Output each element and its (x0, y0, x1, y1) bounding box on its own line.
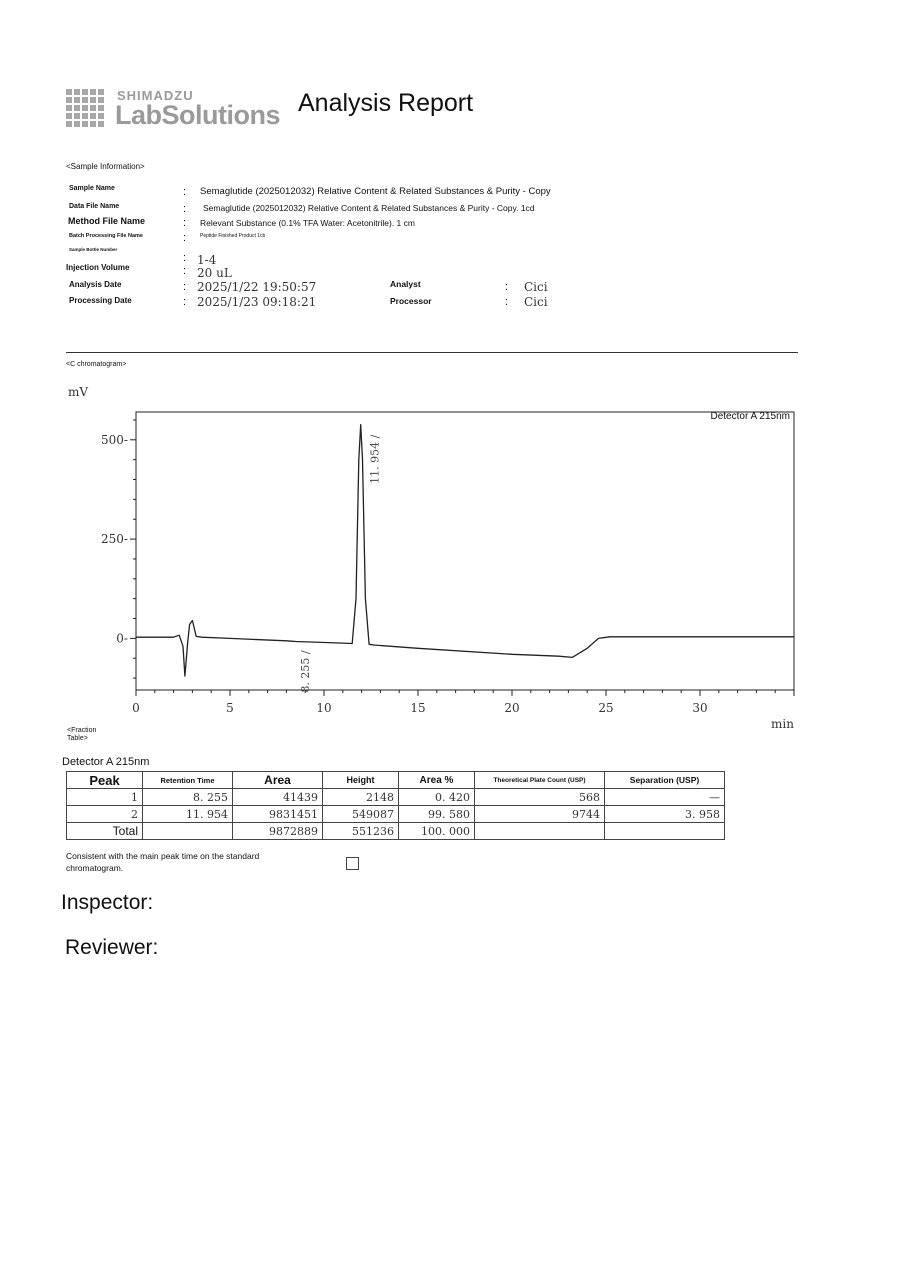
report-title: Analysis Report (298, 89, 474, 117)
total-retention-cell (143, 823, 233, 840)
colon: : (183, 296, 187, 308)
sample-name-label: Sample Name (69, 185, 115, 192)
processing-date-label: Processing Date (69, 296, 132, 305)
x-tick-label: 25 (598, 701, 614, 715)
section-divider (66, 352, 798, 353)
area-cell: 9831451 (233, 806, 323, 823)
colon: : (183, 265, 187, 277)
plate-count-cell: 568 (475, 789, 605, 806)
chromatogram-heading: <C chromatogram> (66, 361, 127, 368)
injection-volume-value: 20 uL (197, 266, 232, 280)
x-tick-label: 15 (410, 701, 426, 715)
data-file-value: Semaglutide (2025012032) Relative Content & Related Substances & Purity - Copy. 1cd (203, 203, 535, 213)
peak-label: 11. 954 / (368, 434, 382, 484)
peak-header: Peak (67, 772, 143, 789)
processing-date-value: 2025/1/23 09:18:21 (197, 295, 317, 309)
analysis-date-label: Analysis Date (69, 280, 122, 289)
shimadzu-logo-icon (66, 89, 104, 127)
data-file-label: Data File Name (69, 203, 120, 210)
fraction-table-heading-line2: Table> (67, 735, 88, 742)
inspector-label: Inspector: (61, 891, 154, 914)
batch-file-label: Batch Processing File Name (69, 233, 143, 239)
x-axis-label: min (771, 717, 794, 731)
peak-label: 8. 255 / (299, 650, 313, 693)
bottle-number-label: Sample Bottle Number (69, 247, 118, 252)
y-tick-label: 500- (101, 432, 128, 447)
reviewer-label: Reviewer: (65, 936, 159, 959)
peak-table (66, 771, 725, 840)
total-height-cell: 551236 (323, 823, 399, 840)
area-pct-header: Area % (399, 772, 475, 789)
analysis-date-value: 2025/1/22 19:50:57 (197, 280, 317, 294)
separation-header: Separation (USP) (605, 772, 725, 789)
brand-top-text: SHIMADZU (117, 88, 194, 103)
method-file-value: Relevant Substance (0.1% TFA Water: Acetonitrile). 1 cm (200, 218, 415, 228)
sample-info-heading: <Sample Information> (66, 162, 145, 171)
total-separation-cell (605, 823, 725, 840)
x-tick-label: 10 (316, 701, 332, 715)
plate-count-cell: 9744 (475, 806, 605, 823)
height-cell: 549087 (323, 806, 399, 823)
colon: : (505, 281, 509, 293)
processor-label: Processor (390, 296, 432, 306)
detector-label: Detector A 215nm (62, 756, 150, 768)
analyst-label: Analyst (390, 279, 421, 289)
y-axis-label: mV (68, 385, 89, 399)
table-header-row (67, 772, 725, 789)
total-area-pct-cell: 100. 000 (399, 823, 475, 840)
area-cell: 41439 (233, 789, 323, 806)
table-row (67, 789, 725, 806)
colon: : (183, 252, 187, 264)
retention-time-cell: 8. 255 (143, 789, 233, 806)
peak-cell: 1 (67, 789, 143, 806)
height-cell: 2148 (323, 789, 399, 806)
x-tick-label: 5 (226, 701, 234, 715)
batch-file-value: Peptide Finished Product 1cb (200, 233, 266, 239)
analyst-value: Cici (524, 280, 548, 294)
brand-main-text: LabSolutions (115, 100, 280, 130)
chromatogram-trace (136, 425, 794, 676)
total-area-cell: 9872889 (233, 823, 323, 840)
separation-cell: 3. 958 (605, 806, 725, 823)
colon: : (183, 186, 187, 198)
processor-value: Cici (524, 295, 548, 309)
consistent-checkbox[interactable] (346, 857, 359, 870)
colon: : (183, 281, 187, 293)
x-tick-label: 0 (132, 701, 140, 715)
x-tick-label: 20 (504, 701, 520, 715)
fraction-table-heading-line1: <Fraction (67, 727, 97, 734)
colon: : (183, 217, 187, 229)
chromatogram-chart (60, 380, 810, 735)
area-pct-cell: 0. 420 (399, 789, 475, 806)
method-file-label: Method File Name (68, 216, 146, 226)
area-header: Area (233, 772, 323, 789)
consistent-note: Consistent with the main peak time on the standard chromatogram. (66, 851, 260, 873)
total-label: Total (67, 823, 143, 840)
fraction-table-heading (67, 727, 96, 743)
colon: : (183, 232, 187, 244)
y-tick-label: 0- (116, 631, 128, 646)
height-header: Height (323, 772, 399, 789)
y-tick-label: 250- (101, 532, 128, 547)
total-plate-cell (475, 823, 605, 840)
area-pct-cell: 99. 580 (399, 806, 475, 823)
plot-frame (136, 412, 794, 693)
plate-count-header: Theoretical Plate Count (USP) (475, 772, 605, 789)
colon: : (505, 296, 509, 308)
retention-time-header: Retention Time (143, 772, 233, 789)
total-row (67, 823, 725, 840)
x-tick-label: 30 (692, 701, 708, 715)
separation-cell: — (605, 789, 725, 806)
bottle-number-value: 1-4 (197, 253, 217, 267)
legend-label: Detector A 215nm (710, 411, 790, 422)
table-row (67, 806, 725, 823)
retention-time-cell: 11. 954 (143, 806, 233, 823)
peak-cell: 2 (67, 806, 143, 823)
injection-volume-label: Injection Volume (66, 263, 130, 272)
colon: : (183, 203, 187, 215)
sample-name-value: Semaglutide (2025012032) Relative Content & Related Substances & Purity - Copy (200, 186, 551, 197)
